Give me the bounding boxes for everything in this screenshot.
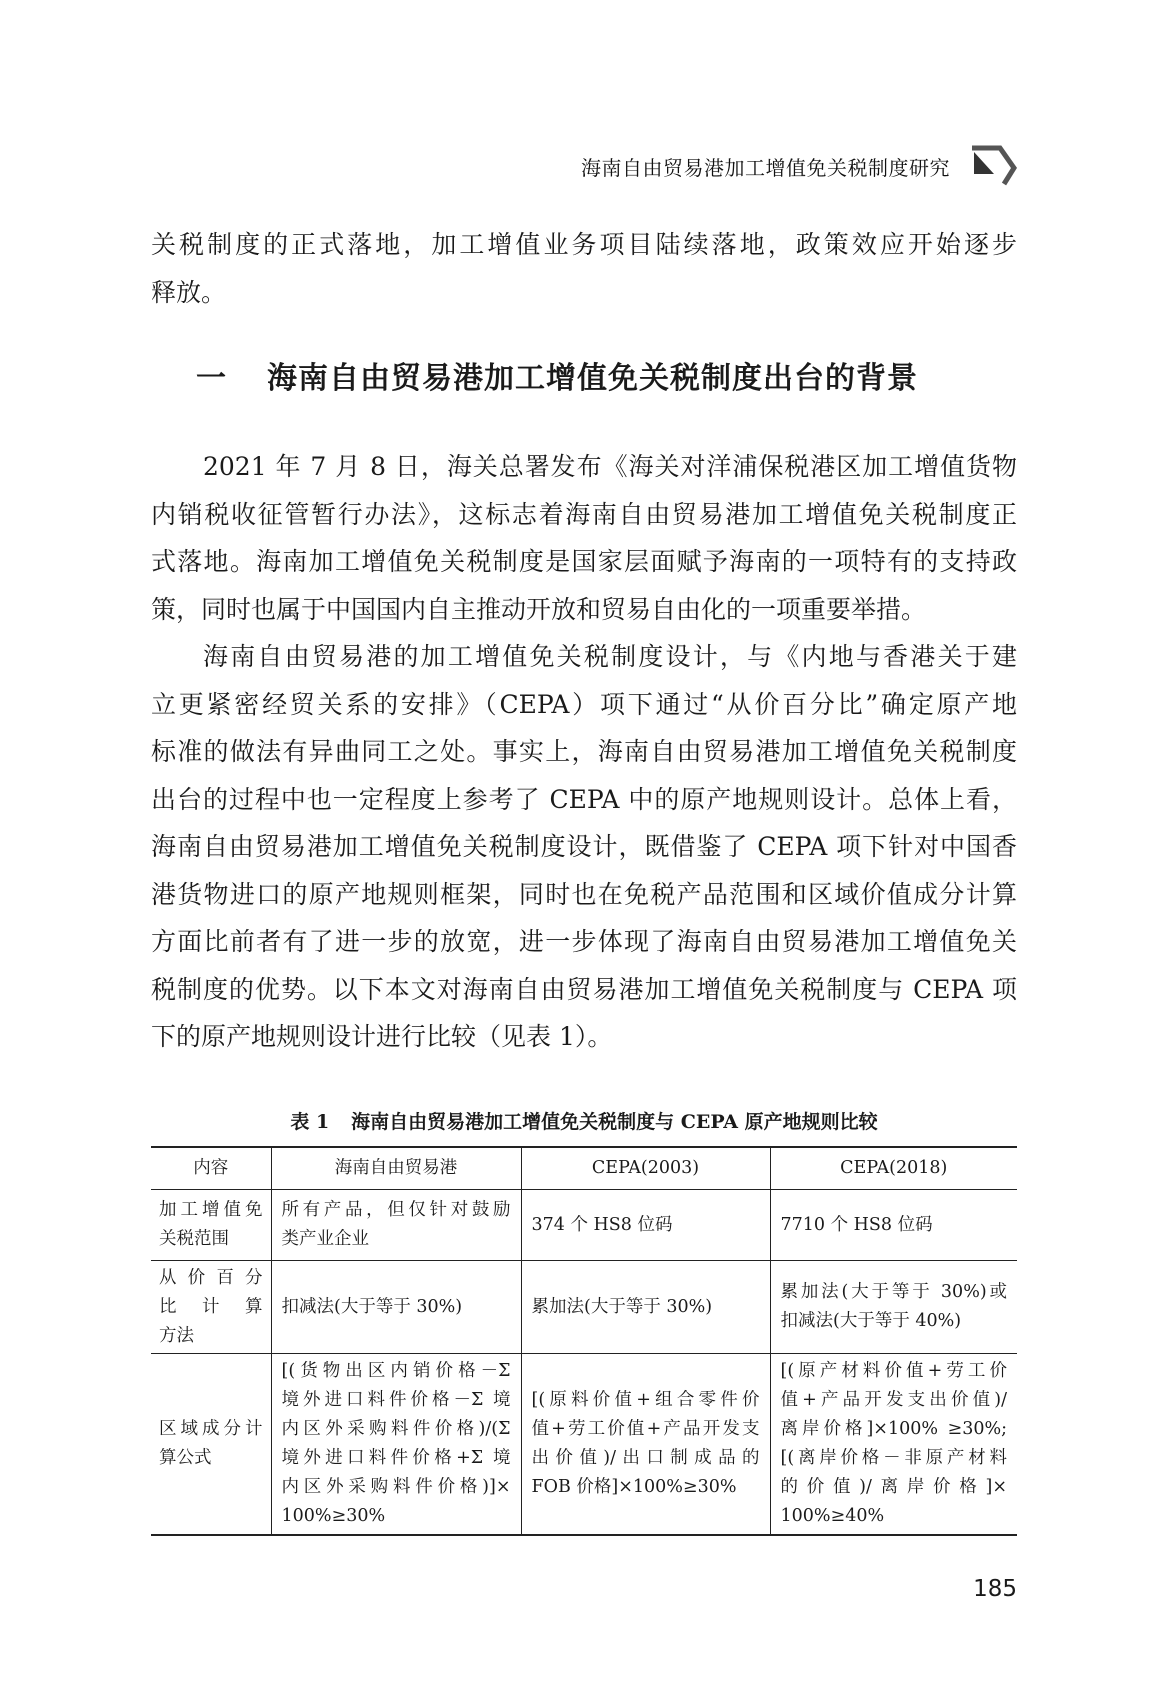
text-line: 标准的做法有异曲同工之处。事实上，海南自由贸易港加工增值免关税制度	[151, 737, 1017, 766]
chapter-arrow-icon	[970, 144, 1020, 186]
cell-line: 境外进口料件价格+Σ 境	[281, 1447, 511, 1468]
cell-line: 扣减法(大于等于 40%)	[780, 1311, 962, 1331]
cell-line: 类产业企业	[281, 1229, 369, 1249]
table-number: 表 1	[290, 1111, 330, 1133]
table-cell	[271, 1190, 521, 1261]
cell-line: 出价值)/出口制成品的	[531, 1447, 760, 1468]
cell-line: 内区外采购料件价格)/(Σ	[281, 1418, 511, 1439]
cell-line: 值+产品开发支出价值)/	[780, 1389, 1007, 1410]
text-line: 海南自由贸易港加工增值免关税制度设计，既借鉴了 CEPA 项下针对中国香	[151, 832, 1017, 861]
cell-line: 所有产品，但仅针对鼓励	[281, 1200, 511, 1220]
cell-line: 方法	[159, 1325, 194, 1346]
cell-line: 值+劳工价值+产品开发支	[531, 1418, 760, 1439]
cell-line: [(离岸价格－非原产材料	[780, 1447, 1007, 1468]
table-cell	[521, 1261, 770, 1354]
cell-line: 离岸价格]×100% ≥30%;	[780, 1418, 1007, 1439]
table-header-cell: CEPA(2003)	[521, 1147, 770, 1190]
table-header-cell: 内容	[151, 1147, 271, 1190]
cell-line: 的价值)/离岸价格]×	[780, 1476, 1007, 1497]
cell-line: 100%≥40%	[780, 1505, 885, 1526]
table-cell	[151, 1261, 271, 1354]
table-header-cell: 海南自由贸易港	[271, 1147, 521, 1190]
cell-line: 比计算	[159, 1296, 263, 1317]
cell-line: 累加法(大于等于 30%)或	[780, 1282, 1007, 1302]
table-caption	[151, 1108, 1017, 1136]
intro-paragraph	[151, 221, 1017, 316]
table-cell	[770, 1261, 1017, 1354]
cell-line: [(原产材料价值+劳工价	[780, 1360, 1007, 1381]
cell-line: 区域成分计	[159, 1418, 263, 1439]
text-line: 下的原产地规则设计进行比较（见表 1）。	[151, 1022, 613, 1051]
table-cell	[770, 1190, 1017, 1261]
table-row	[151, 1190, 1017, 1261]
text-line: 内销税收征管暂行办法》，这标志着海南自由贸易港加工增值免关税制度正	[151, 499, 1017, 529]
cell-line: 关税范围	[159, 1229, 229, 1249]
table-row	[151, 1354, 1017, 1535]
cell-line: 累加法(大于等于 30%)	[531, 1296, 713, 1317]
cell-line: FOB 价格]×100%≥30%	[531, 1476, 737, 1497]
section-heading	[196, 357, 918, 401]
cell-line: [(货物出区内销价格－Σ	[281, 1360, 511, 1381]
cell-line: 算公式	[159, 1447, 212, 1468]
table-cell	[151, 1354, 271, 1535]
page-number: 185	[973, 1576, 1017, 1602]
table-cell	[271, 1261, 521, 1354]
text-line: 释放。	[151, 277, 227, 307]
table-header-cell: CEPA(2018)	[770, 1147, 1017, 1190]
text-line: 出台的过程中也一定程度上参考了 CEPA 中的原产地规则设计。总体上看，	[151, 784, 1017, 814]
table-cell	[151, 1190, 271, 1261]
comparison-table	[151, 1146, 1017, 1536]
section-title: 海南自由贸易港加工增值免关税制度出台的背景	[267, 361, 918, 396]
text-line: 港货物进口的原产地规则框架，同时也在免税产品范围和区域价值成分计算	[151, 879, 1017, 909]
text-line: 2021 年 7 月 8 日，海关总署发布《海关对洋浦保税港区加工增值货物	[203, 452, 1017, 481]
cell-line: 境外进口料件价格－Σ 境	[281, 1389, 511, 1410]
paragraph	[151, 633, 1017, 1061]
text-line: 式落地。海南加工增值免关税制度是国家层面赋予海南的一项特有的支持政	[151, 547, 1017, 576]
body-text	[151, 443, 1017, 1061]
text-line: 方面比前者有了进一步的放宽，进一步体现了海南自由贸易港加工增值免关	[151, 927, 1017, 956]
table-cell	[271, 1354, 521, 1535]
table-cell	[521, 1190, 770, 1261]
cell-line: 内区外采购料件价格)]×	[281, 1476, 511, 1497]
running-header-title: 海南自由贸易港加工增值免关税制度研究	[581, 156, 950, 180]
table-header-row	[151, 1147, 1017, 1190]
text-line: 海南自由贸易港的加工增值免关税制度设计，与《内地与香港关于建	[203, 642, 1017, 671]
text-line: 立更紧密经贸关系的安排》（CEPA）项下通过“从价百分比”确定原产地	[151, 689, 1017, 719]
cell-line: 扣减法(大于等于 30%)	[281, 1296, 463, 1317]
cell-line: 100%≥30%	[281, 1505, 386, 1526]
paragraph	[151, 443, 1017, 633]
cell-line: 加工增值免	[159, 1200, 263, 1220]
cell-line: 7710 个 HS8 位码	[780, 1214, 933, 1235]
cell-line: 374 个 HS8 位码	[531, 1214, 673, 1235]
table-cell	[521, 1354, 770, 1535]
section-number: 一	[196, 361, 227, 396]
table-row	[151, 1261, 1017, 1354]
table-cell	[770, 1354, 1017, 1535]
text-line: 税制度的优势。以下本文对海南自由贸易港加工增值免关税制度与 CEPA 项	[151, 974, 1017, 1004]
table-title: 海南自由贸易港加工增值免关税制度与 CEPA 原产地规则比较	[351, 1111, 878, 1133]
text-line: 关税制度的正式落地，加工增值业务项目陆续落地，政策效应开始逐步	[151, 230, 1017, 259]
cell-line: 从价百分	[159, 1267, 263, 1288]
cell-line: [(原料价值+组合零件价	[531, 1389, 760, 1410]
text-line: 策，同时也属于中国国内自主推动开放和贸易自由化的一项重要举措。	[151, 594, 927, 624]
